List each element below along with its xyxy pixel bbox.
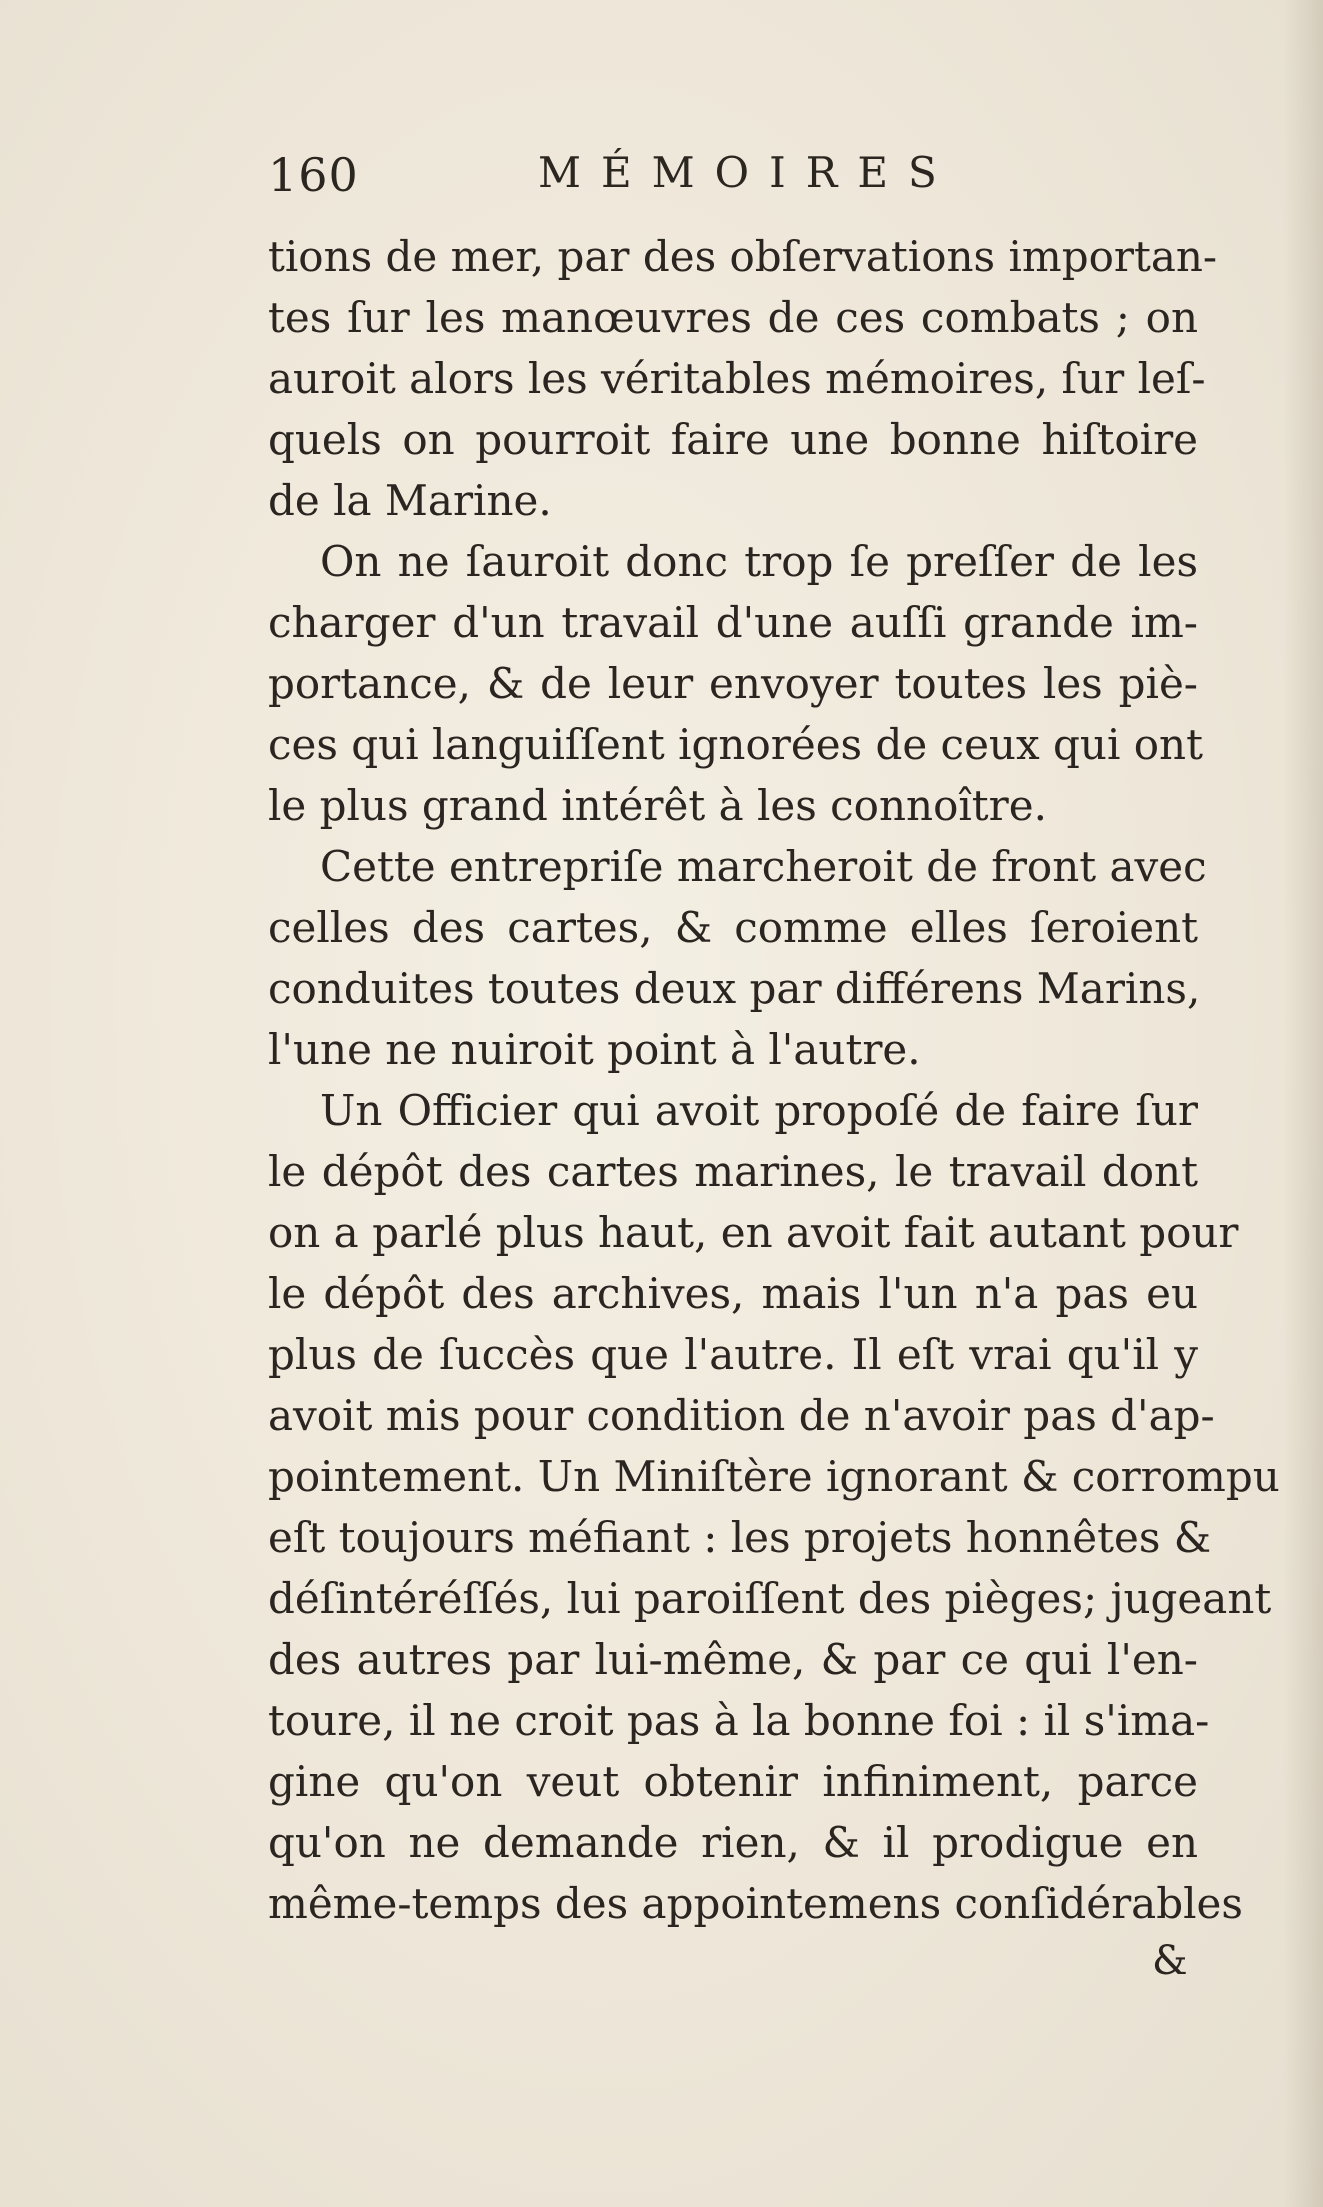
text-line: On ne ſauroit donc trop ſe preſſer de les: [320, 537, 1198, 586]
text-line: Un Officier qui avoit propoſé de faire ſur: [320, 1086, 1198, 1135]
text-line: le plus grand intérêt à les connoître.: [268, 781, 1047, 830]
text-line: conduites toutes deux par différens Marins,: [268, 964, 1201, 1013]
text-line: gine qu'on veut obtenir infiniment, parce: [268, 1757, 1198, 1806]
text-line: portance, & de leur envoyer toutes les piè-: [268, 659, 1198, 708]
text-line: le dépôt des archives, mais l'un n'a pas eu: [268, 1269, 1198, 1318]
text-line: qu'on ne demande rien, & il prodigue en: [268, 1818, 1198, 1867]
text-line: eſt toujours méfiant : les projets honnêtes &: [268, 1513, 1212, 1562]
text-line: tions de mer, par des obſervations importan-: [268, 232, 1218, 281]
text-line: plus de ſuccès que l'autre. Il eſt vrai qu'il y: [268, 1330, 1198, 1379]
text-line: l'une ne nuiroit point à l'autre.: [268, 1025, 921, 1074]
text-line: Cette entrepriſe marcheroit de front avec: [320, 842, 1207, 891]
page-number: 160: [268, 148, 359, 202]
running-title: MÉMOIRES: [538, 148, 957, 197]
page-header: [268, 148, 1038, 208]
text-line: toure, il ne croit pas à la bonne foi : il s'ima-: [268, 1696, 1210, 1745]
text-line: celles des cartes, & comme elles ſeroient: [268, 903, 1198, 952]
text-line: auroit alors les véritables mémoires, ſur leſ-: [268, 354, 1206, 403]
text-line: même-temps des appointemens conſidérables: [268, 1879, 1243, 1928]
text-line: tes ſur les manœuvres de ces combats ; on: [268, 293, 1198, 342]
text-line: des autres par lui-même, & par ce qui l'en-: [268, 1635, 1198, 1684]
text-line: avoit mis pour condition de n'avoir pas d'ap-: [268, 1391, 1215, 1440]
text-line: déſintéréſſés, lui paroiſſent des pièges; jugeant: [268, 1574, 1272, 1623]
text-line: le dépôt des cartes marines, le travail dont: [268, 1147, 1198, 1196]
body-text: [268, 226, 1280, 1934]
text-line: pointement. Un Miniſtère ignorant & corrompu: [268, 1452, 1280, 1501]
text-line: de la Marine.: [268, 476, 552, 525]
text-line: quels on pourroit faire une bonne hiſtoire: [268, 415, 1198, 464]
text-line: on a parlé plus haut, en avoit fait autant pour: [268, 1208, 1239, 1257]
text-line: ces qui languiſſent ignorées de ceux qui ont: [268, 720, 1203, 769]
catchword: &: [1152, 1938, 1188, 1984]
page-edge-shadow: [1283, 0, 1323, 2207]
text-line: charger d'un travail d'une auſſi grande im-: [268, 598, 1198, 647]
